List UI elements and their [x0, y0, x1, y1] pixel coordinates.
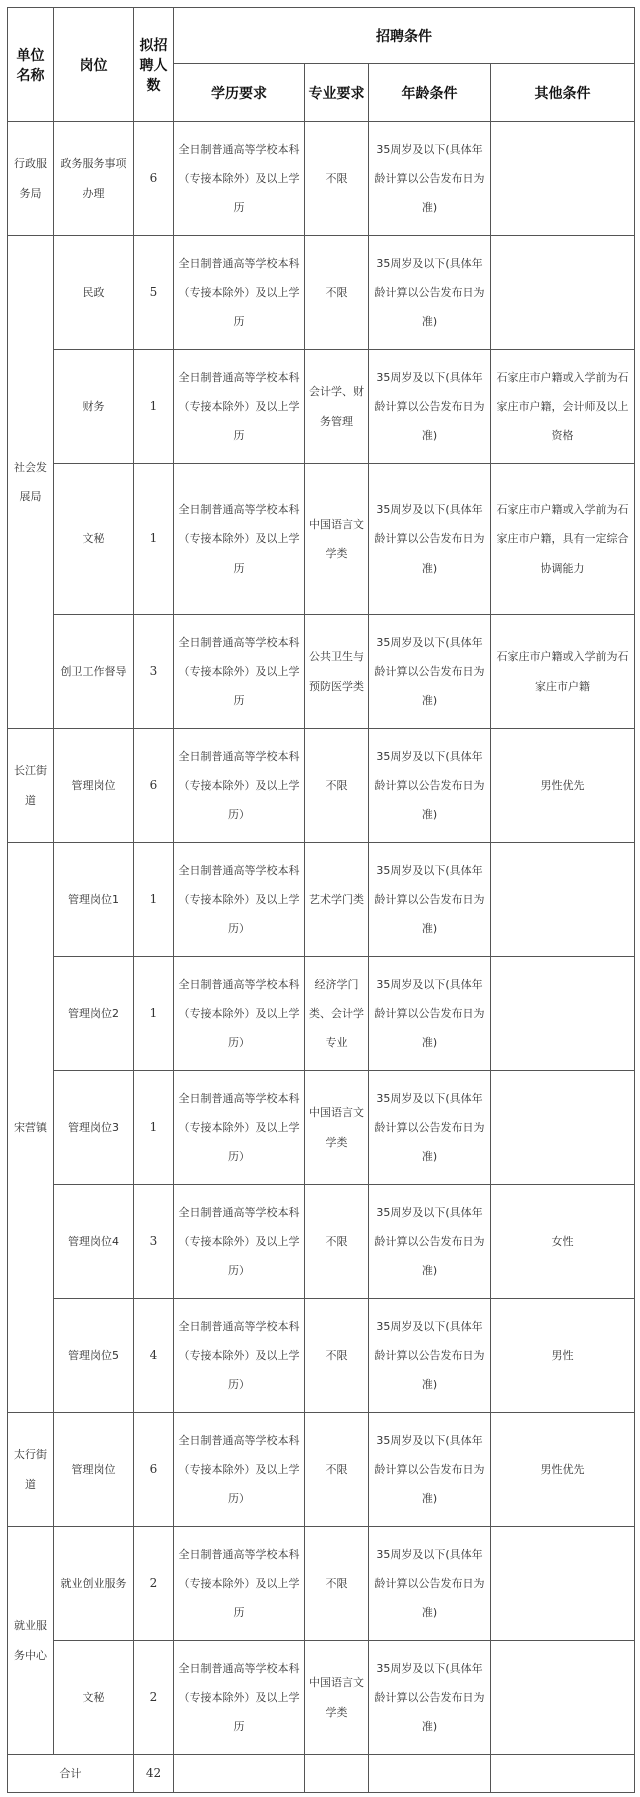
count-cell: 2 — [134, 1641, 174, 1755]
position-cell: 管理岗位5 — [54, 1299, 134, 1413]
position-cell: 管理岗位 — [54, 729, 134, 843]
major-cell: 不限 — [305, 1299, 369, 1413]
major-cell: 不限 — [305, 1527, 369, 1641]
major-cell: 中国语言文学类 — [305, 1641, 369, 1755]
other-cell: 男性优先 — [491, 729, 635, 843]
header-education: 学历要求 — [174, 64, 305, 122]
age-cell: 35周岁及以下(具体年龄计算以公告发布日为准) — [369, 1641, 491, 1755]
count-cell: 3 — [134, 1185, 174, 1299]
major-cell: 中国语言文学类 — [305, 1071, 369, 1185]
count-cell: 6 — [134, 122, 174, 236]
unit-name-cell: 行政服务局 — [8, 122, 54, 236]
table-row — [8, 1413, 635, 1527]
position-cell: 财务 — [54, 350, 134, 464]
table-row — [8, 1641, 635, 1755]
total-row — [8, 1755, 635, 1793]
count-cell: 1 — [134, 843, 174, 957]
position-cell: 文秘 — [54, 464, 134, 615]
position-cell: 就业创业服务 — [54, 1527, 134, 1641]
count-cell: 5 — [134, 236, 174, 350]
count-cell: 6 — [134, 729, 174, 843]
table-row — [8, 729, 635, 843]
count-cell: 3 — [134, 615, 174, 729]
other-cell: 石家庄市户籍或入学前为石家庄市户籍 — [491, 615, 635, 729]
major-cell: 不限 — [305, 236, 369, 350]
total-empty-cell — [174, 1755, 305, 1793]
unit-name-cell: 社会发展局 — [8, 236, 54, 729]
other-cell — [491, 1641, 635, 1755]
education-cell: 全日制普通高等学校本科（专接本除外）及以上学历） — [174, 1299, 305, 1413]
position-cell: 民政 — [54, 236, 134, 350]
major-cell: 不限 — [305, 1413, 369, 1527]
header-other: 其他条件 — [491, 64, 635, 122]
other-cell — [491, 1527, 635, 1641]
major-cell: 不限 — [305, 1185, 369, 1299]
other-cell — [491, 1071, 635, 1185]
other-cell: 石家庄市户籍或入学前为石家庄市户籍，会计师及以上资格 — [491, 350, 635, 464]
table-row — [8, 464, 635, 615]
age-cell: 35周岁及以下(具体年龄计算以公告发布日为准) — [369, 1185, 491, 1299]
education-cell: 全日制普通高等学校本科（专接本除外）及以上学历 — [174, 350, 305, 464]
other-cell: 石家庄市户籍或入学前为石家庄市户籍，具有一定综合协调能力 — [491, 464, 635, 615]
age-cell: 35周岁及以下(具体年龄计算以公告发布日为准) — [369, 1527, 491, 1641]
position-cell: 管理岗位2 — [54, 957, 134, 1071]
table-row — [8, 1527, 635, 1641]
count-cell: 2 — [134, 1527, 174, 1641]
position-cell: 管理岗位1 — [54, 843, 134, 957]
other-cell — [491, 843, 635, 957]
unit-name-cell: 长江街道 — [8, 729, 54, 843]
position-cell: 政务服务事项办理 — [54, 122, 134, 236]
total-label: 合计 — [8, 1755, 134, 1793]
age-cell: 35周岁及以下(具体年龄计算以公告发布日为准) — [369, 1299, 491, 1413]
education-cell: 全日制普通高等学校本科（专接本除外）及以上学历） — [174, 1413, 305, 1527]
age-cell: 35周岁及以下(具体年龄计算以公告发布日为准) — [369, 350, 491, 464]
table-row — [8, 615, 635, 729]
age-cell: 35周岁及以下(具体年龄计算以公告发布日为准) — [369, 122, 491, 236]
table-row — [8, 1185, 635, 1299]
age-cell: 35周岁及以下(具体年龄计算以公告发布日为准) — [369, 957, 491, 1071]
table-body — [8, 122, 635, 1793]
other-cell: 女性 — [491, 1185, 635, 1299]
major-cell: 中国语言文学类 — [305, 464, 369, 615]
count-cell: 1 — [134, 957, 174, 1071]
education-cell: 全日制普通高等学校本科（专接本除外）及以上学历） — [174, 729, 305, 843]
major-cell: 会计学、财务管理 — [305, 350, 369, 464]
header-position: 岗位 — [54, 8, 134, 122]
count-cell: 1 — [134, 1071, 174, 1185]
position-cell: 管理岗位4 — [54, 1185, 134, 1299]
other-cell — [491, 236, 635, 350]
education-cell: 全日制普通高等学校本科（专接本除外）及以上学历） — [174, 1071, 305, 1185]
count-cell: 1 — [134, 350, 174, 464]
unit-name-cell: 就业服务中心 — [8, 1527, 54, 1755]
age-cell: 35周岁及以下(具体年龄计算以公告发布日为准) — [369, 1413, 491, 1527]
other-cell: 男性优先 — [491, 1413, 635, 1527]
total-empty-cell — [491, 1755, 635, 1793]
major-cell: 不限 — [305, 729, 369, 843]
table-row — [8, 957, 635, 1071]
major-cell: 公共卫生与预防医学类 — [305, 615, 369, 729]
position-cell: 文秘 — [54, 1641, 134, 1755]
recruitment-table — [7, 7, 635, 1793]
table-row — [8, 843, 635, 957]
table-row — [8, 236, 635, 350]
age-cell: 35周岁及以下(具体年龄计算以公告发布日为准) — [369, 843, 491, 957]
education-cell: 全日制普通高等学校本科（专接本除外）及以上学历 — [174, 1641, 305, 1755]
other-cell — [491, 122, 635, 236]
age-cell: 35周岁及以下(具体年龄计算以公告发布日为准) — [369, 236, 491, 350]
position-cell: 管理岗位3 — [54, 1071, 134, 1185]
table-row — [8, 1299, 635, 1413]
education-cell: 全日制普通高等学校本科（专接本除外）及以上学历） — [174, 957, 305, 1071]
header-count: 拟招聘人数 — [134, 8, 174, 122]
table-row — [8, 122, 635, 236]
total-empty-cell — [305, 1755, 369, 1793]
education-cell: 全日制普通高等学校本科（专接本除外）及以上学历 — [174, 236, 305, 350]
unit-name-cell: 太行街道 — [8, 1413, 54, 1527]
position-cell: 管理岗位 — [54, 1413, 134, 1527]
header-major: 专业要求 — [305, 64, 369, 122]
education-cell: 全日制普通高等学校本科（专接本除外）及以上学历 — [174, 122, 305, 236]
major-cell: 不限 — [305, 122, 369, 236]
total-empty-cell — [369, 1755, 491, 1793]
table-row — [8, 350, 635, 464]
education-cell: 全日制普通高等学校本科（专接本除外）及以上学历 — [174, 1527, 305, 1641]
count-cell: 4 — [134, 1299, 174, 1413]
education-cell: 全日制普通高等学校本科（专接本除外）及以上学历） — [174, 843, 305, 957]
education-cell: 全日制普通高等学校本科（专接本除外）及以上学历） — [174, 1185, 305, 1299]
unit-name-cell: 宋营镇 — [8, 843, 54, 1413]
age-cell: 35周岁及以下(具体年龄计算以公告发布日为准) — [369, 1071, 491, 1185]
header-age: 年龄条件 — [369, 64, 491, 122]
education-cell: 全日制普通高等学校本科（专接本除外）及以上学历 — [174, 615, 305, 729]
other-cell: 男性 — [491, 1299, 635, 1413]
major-cell: 经济学门类、会计学专业 — [305, 957, 369, 1071]
count-cell: 6 — [134, 1413, 174, 1527]
total-count: 42 — [134, 1755, 174, 1793]
age-cell: 35周岁及以下(具体年龄计算以公告发布日为准) — [369, 464, 491, 615]
age-cell: 35周岁及以下(具体年龄计算以公告发布日为准) — [369, 615, 491, 729]
count-cell: 1 — [134, 464, 174, 615]
education-cell: 全日制普通高等学校本科（专接本除外）及以上学历 — [174, 464, 305, 615]
major-cell: 艺术学门类 — [305, 843, 369, 957]
other-cell — [491, 957, 635, 1071]
header-conditions: 招聘条件 — [174, 8, 635, 64]
header-unit: 单位名称 — [8, 8, 54, 122]
age-cell: 35周岁及以下(具体年龄计算以公告发布日为准) — [369, 729, 491, 843]
table-row — [8, 1071, 635, 1185]
position-cell: 创卫工作督导 — [54, 615, 134, 729]
